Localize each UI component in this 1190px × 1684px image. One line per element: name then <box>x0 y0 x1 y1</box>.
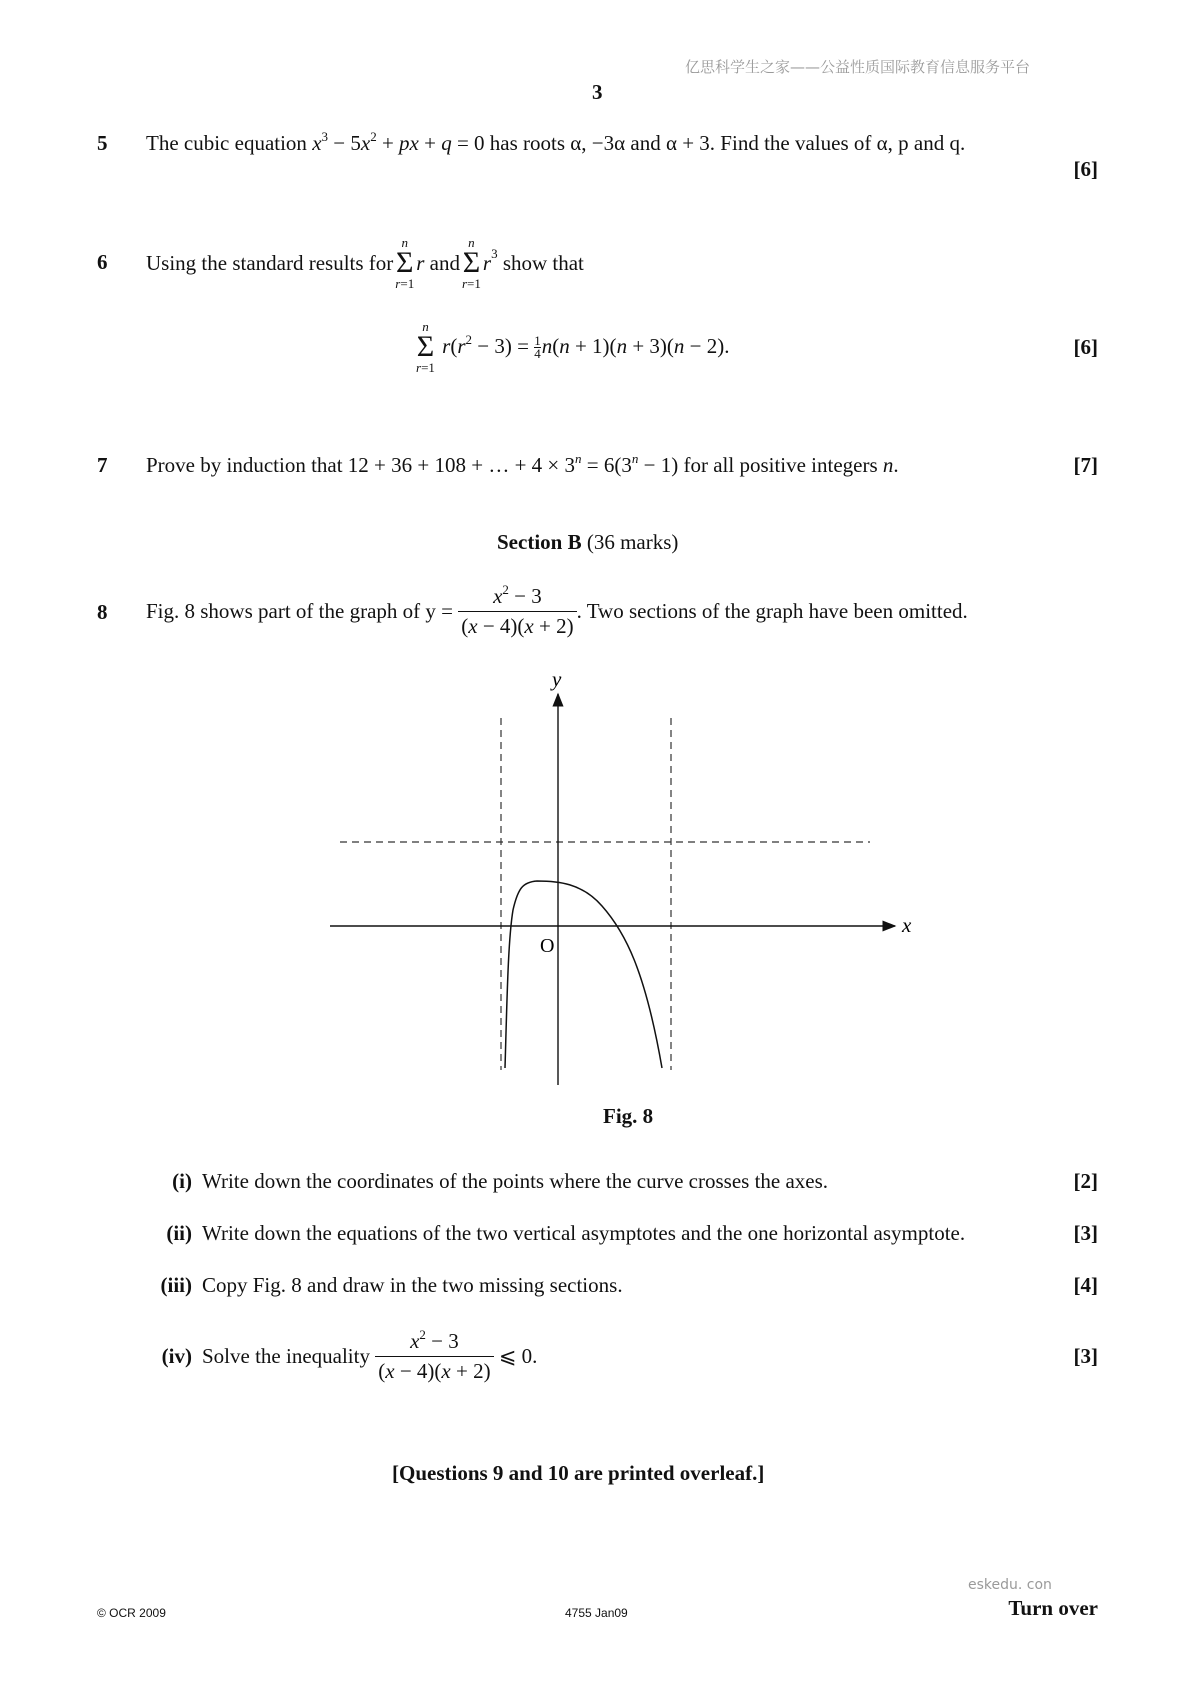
question-8-part-iv: (iv) Solve the inequality $\frac{x^2 - 3}{(x - 4)(x + 2)}$ ⩽ 0. <box>161 1326 538 1383</box>
question-8-text: Fig. 8 shows part of the graph of y = $\frac{x^2 - 3}{(x - 4)(x + 2)}$ . Two sections of the graph have been omitted. <box>146 581 968 638</box>
sum-symbol: n Σ r=1 <box>395 235 415 291</box>
y-axis-label: y <box>552 670 562 691</box>
question-7-number: 7 <box>97 453 108 477</box>
inequality-fraction: $\frac{x^2 - 3}{(x - 4)(x + 2)}$ <box>375 1329 493 1384</box>
graph-curve <box>505 881 662 1068</box>
sum-symbol: n Σ r=1 <box>416 319 435 375</box>
fig-8-graph <box>320 670 940 1090</box>
section-b-heading: Section B (36 marks) <box>497 530 679 554</box>
footer-code: 4755 Jan09 <box>565 1606 628 1620</box>
question-8-part-i-marks: [2] <box>1073 1169 1098 1193</box>
footer-copyright: © OCR 2009 <box>97 1606 166 1620</box>
question-6-text: Using the standard results for n Σ r=1 r and n Σ r=1 r $^3$ show that <box>146 235 584 291</box>
question-8-part-ii: (ii) Write down the equations of the two vertical asymptotes and the one horizontal asymptote. <box>166 1221 966 1245</box>
question-8-part-i: (i) Write down the coordinates of the points where the curve crosses the axes. <box>172 1169 829 1193</box>
question-7-text: Prove by induction that 12 + 36 + 108 + … + $4 \times 3^n = 6(3^n - 1)$ for all positive integers n. <box>146 451 899 477</box>
question-8-part-iii: (iii) Copy Fig. 8 and draw in the two missing sections. <box>160 1273 623 1297</box>
question-8-part-ii-marks: [3] <box>1073 1221 1098 1245</box>
origin-label: O <box>540 935 555 957</box>
question-5-number: 5 <box>97 131 108 155</box>
function-fraction: $\frac{x^2 - 3}{(x - 4)(x + 2)}$ <box>458 584 576 639</box>
page-number: 3 <box>592 80 603 104</box>
overleaf-note: [Questions 9 and 10 are printed overleaf.] <box>392 1461 765 1485</box>
turn-over: Turn over <box>1008 1596 1098 1620</box>
question-6-result: n Σ r=1 $r(r^2 - 3)$ = $\frac{1}{4}$ n(n + 1)(n + 3)(n − 2). <box>416 319 730 375</box>
question-7-marks: [7] <box>1073 453 1098 477</box>
question-8-number: 8 <box>97 600 108 624</box>
figure-caption: Fig. 8 <box>603 1104 654 1128</box>
question-6-marks: [6] <box>1073 335 1098 359</box>
question-8-part-iv-marks: [3] <box>1073 1344 1098 1368</box>
x-axis-label: x <box>902 913 912 937</box>
site-watermark: eskedu. con <box>968 1577 1052 1593</box>
question-5-text: The cubic equation $x^3 - 5x^2$ + px + q = 0 has roots α, −3α and α + 3. Find the values of α, p and q. <box>146 129 966 155</box>
question-8-part-iii-marks: [4] <box>1073 1273 1098 1297</box>
header-watermark: 亿思科学生之家——公益性质国际教育信息服务平台 <box>685 58 1031 76</box>
sum-symbol: n Σ r=1 <box>461 235 481 291</box>
question-6-number: 6 <box>97 250 108 274</box>
question-5-marks: [6] <box>1073 157 1098 181</box>
